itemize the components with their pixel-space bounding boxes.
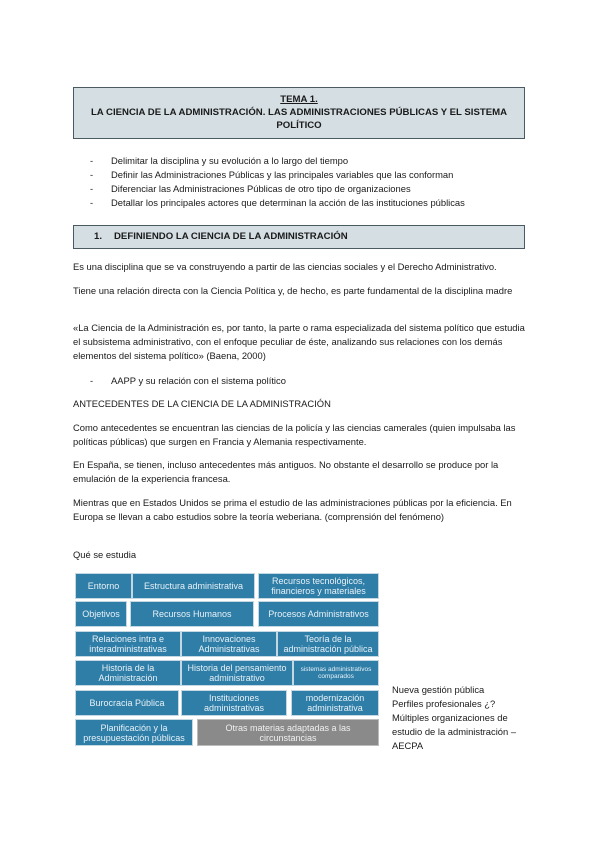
side-note bbox=[392, 683, 532, 753]
tema-number: TEMA 1. bbox=[280, 94, 318, 105]
antecedentes-heading: ANTECEDENTES DE LA CIENCIA DE LA ADMINISTRACIÓN bbox=[73, 398, 331, 409]
grid-box-recursos-humanos: Recursos Humanos bbox=[130, 601, 254, 627]
grid-box-planificacion: Planificación y la presupuestación públicas bbox=[75, 719, 193, 746]
grid-box-objetivos: Objetivos bbox=[75, 601, 127, 627]
grid-box-procesos: Procesos Administrativos bbox=[258, 601, 379, 627]
paragraph-4: Como antecedentes se encuentran las ciencias de la policía y las ciencias camerales (quien impulsaba las políticas públicas) que surgen en Francia y Alemania respectivamente. bbox=[73, 422, 516, 447]
objectives-list bbox=[90, 154, 465, 210]
side-note-line: Nueva gestión pública bbox=[392, 684, 485, 695]
grid-box-recursos-tecnologicos: Recursos tecnológicos, financieros y materiales bbox=[258, 573, 379, 599]
objective-item: - Detallar los principales actores que determinan la acción de las instituciones públicas bbox=[90, 196, 465, 210]
grid-box-otras-materias: Otras materias adaptadas a las circunstancias bbox=[197, 719, 379, 746]
section-number: 1. bbox=[94, 231, 103, 242]
grid-box-sistemas: sistemas administrativos comparados bbox=[293, 660, 379, 686]
que-se-estudia-label: Qué se estudia bbox=[73, 549, 137, 560]
objective-item: - Diferenciar las Administraciones Públicas de otro tipo de organizaciones bbox=[90, 182, 465, 196]
paragraph-1: Es una disciplina que se va construyendo a partir de las ciencias sociales y el Derecho Administrativo. bbox=[73, 261, 497, 272]
tema-title-box bbox=[73, 87, 525, 139]
section-1-heading bbox=[73, 225, 525, 249]
sub-item: - AAPP y su relación con el sistema político bbox=[90, 375, 286, 386]
grid-box-teoria: Teoría de la administración pública bbox=[277, 631, 379, 657]
grid-box-estructura: Estructura administrativa bbox=[132, 573, 255, 599]
grid-box-entorno: Entorno bbox=[75, 573, 132, 599]
paragraph-3-quote: «La Ciencia de la Administración es, por tanto, la parte o rama especializada del sistema político que estudia el subsistema administrativo, con el enfoque peculiar de éste, analizando sus relaciones con los demás elementos del sistema político» (Baena, 2000) bbox=[73, 322, 525, 361]
paragraph-2: Tiene una relación directa con la Ciencia Política y, de hecho, es parte fundamental de la disciplina madre bbox=[73, 285, 513, 296]
grid-box-historia-administracion: Historia de la Administración bbox=[75, 660, 181, 686]
paragraph-6: Mientras que en Estados Unidos se prima el estudio de las administraciones públicas por la eficiencia. En Europa se llevan a cabo estudios sobre la teoría weberiana. (comprensión del fenómeno) bbox=[73, 497, 512, 522]
grid-box-modernizacion: modernización administrativa bbox=[291, 690, 379, 716]
side-note-line: Perfiles profesionales ¿? bbox=[392, 698, 496, 709]
objective-item: - Definir las Administraciones Públicas y las principales variables que las conforman bbox=[90, 168, 465, 182]
grid-box-innovaciones: Innovaciones Administrativas bbox=[181, 631, 277, 657]
grid-box-historia-pensamiento: Historia del pensamiento administrativo bbox=[181, 660, 293, 686]
tema-title-line1: LA CIENCIA DE LA ADMINISTRACIÓN. LAS ADMINISTRACIONES PÚBLICAS Y EL SISTEMA bbox=[90, 107, 508, 118]
grid-box-relaciones: Relaciones intra e interadministrativas bbox=[75, 631, 181, 657]
side-note-line: Múltiples organizaciones de estudio de la administración – AECPA bbox=[392, 712, 517, 751]
sub-item-text: AAPP y su relación con el sistema político bbox=[111, 375, 286, 386]
section-title: DEFINIENDO LA CIENCIA DE LA ADMINISTRACIÓN bbox=[114, 231, 348, 242]
grid-box-instituciones: Instituciones administrativas bbox=[181, 690, 287, 716]
grid-box-burocracia: Burocracia Pública bbox=[75, 690, 179, 716]
objective-item: - Delimitar la disciplina y su evolución a lo largo del tiempo bbox=[90, 154, 465, 168]
tema-title-line2: POLÍTICO bbox=[276, 120, 322, 131]
paragraph-5: En España, se tienen, incluso antecedentes más antiguos. No obstante el desarrollo se produce por la emulación de la experiencia francesa. bbox=[73, 459, 499, 484]
